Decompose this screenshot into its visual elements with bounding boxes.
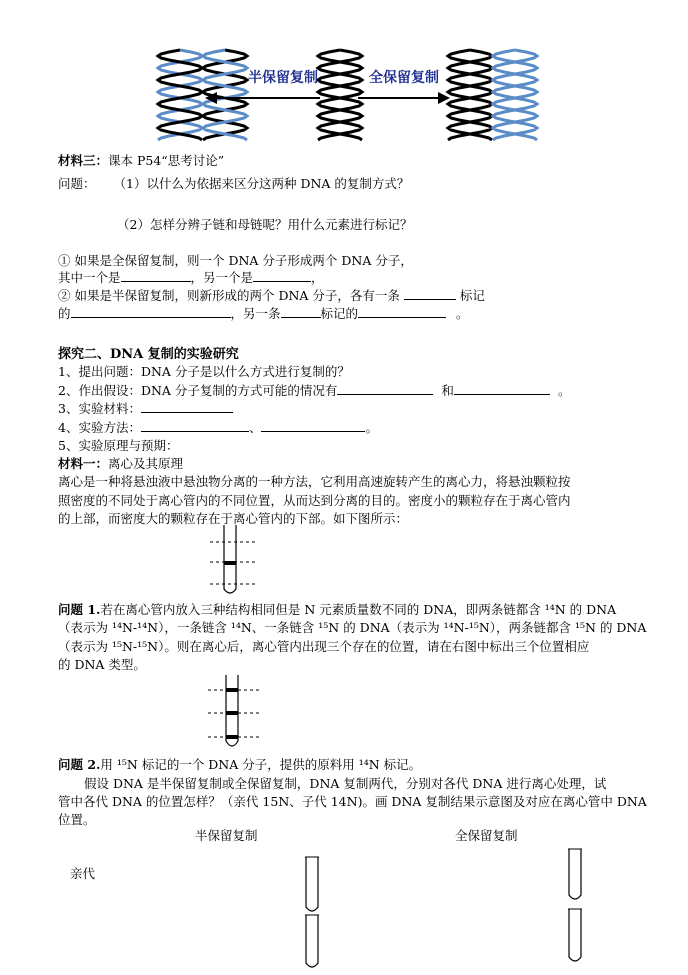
step-1: 1、提出问题：DNA 分子是以什么方式进行复制的？ (58, 364, 350, 379)
centrifuge-para-2: 照密度的不同处于离心管内的不同位置，从而达到分离的目的。密度小的颗粒存在于离心管内 (58, 493, 571, 508)
blank-semi-3[interactable] (281, 305, 321, 318)
blank-method-1[interactable] (141, 419, 249, 432)
question-label: 问题： (58, 176, 96, 191)
centrifuge-tube-figure-2 (0, 675, 688, 755)
q2-line-3: 管中各代 DNA 的位置怎样？（亲代 15N、子代 14N)。画 DNA 复制结果示意图及对应在离心管中 DNA (58, 794, 647, 809)
step-3: 3、实验材料： (58, 399, 233, 417)
material3-q1-line (58, 174, 409, 192)
step-5: 5、实验原理与预期： (58, 438, 179, 453)
case-2-line-2: 的 ，另一条 标记的 。 (58, 306, 469, 321)
case-1-line-1: ① 如果是全保留复制，则一个 DNA 分子形成两个 DNA 分子， (58, 253, 413, 268)
blank-semi-4[interactable] (358, 305, 446, 318)
tube-full-gen1 (569, 909, 581, 961)
blank-hypothesis-2[interactable] (454, 382, 550, 395)
q1-line-4: 的 DNA 类型。 (58, 657, 146, 672)
band-middle (226, 711, 238, 715)
answer-tubes (0, 845, 688, 975)
question-1: （1）以什么为依据来区分这两种 DNA 的复制方式？ (113, 176, 410, 191)
blank-semi-1[interactable] (404, 287, 456, 300)
centrifuge-para-3: 的上部，而密度大的颗粒存在于离心管内的下部。如下图所示： (58, 511, 409, 526)
band-bottom (226, 735, 238, 739)
conservative-label: 全保留复制 (369, 70, 439, 86)
tube-semi-parent (306, 857, 318, 911)
row-parent-label: 亲代 (70, 866, 96, 881)
q2-line-2: 假设 DNA 是半保留复制或全保留复制，DNA 复制两代，分别对各代 DNA 进行离心处理，试 (84, 776, 607, 791)
q1-line-3: （表示为 ¹⁵N-¹⁵N）。则在离心后，离心管内出现三个存在的位置，请在右图中标出三个位置相应 (58, 639, 590, 654)
q1-line-2: （表示为 ¹⁴N-¹⁴N），一条链含 ¹⁴N、一条链含 ¹⁵N 的 DNA（表示为 ¹⁴N-¹⁵N），两条链都含 ¹⁵N 的 DNA (58, 620, 647, 635)
tube-semi-gen1 (306, 915, 318, 967)
material3-text: 课本 P54“思考讨论” (108, 153, 225, 168)
helix-semi-daughter-2 (203, 50, 247, 140)
semi-conservative-label: 半保留复制 (248, 70, 318, 86)
dna-replication-figure (0, 0, 688, 150)
step-4: 4、实验方法： 、 。 (58, 420, 378, 435)
blank-semi-2[interactable] (71, 305, 231, 318)
material1-heading: 材料一：离心及其原理 (58, 456, 184, 471)
material3-heading (58, 151, 224, 169)
case-2-line-1: ② 如果是半保留复制，则新形成的两个 DNA 分子，各有一条 标记 (58, 288, 485, 303)
question-2: （2）怎样分辨子链和母链呢？用什么元素进行标记？ (117, 217, 413, 232)
band-top (226, 688, 238, 692)
blank-material[interactable] (141, 400, 233, 413)
band-1 (224, 561, 236, 565)
blank-full-1[interactable] (121, 269, 191, 282)
centrifuge-tube-1 (224, 525, 236, 593)
column-conservative: 全保留复制 (455, 828, 518, 843)
helix-semi-daughter-1 (158, 50, 202, 140)
q2-line-4: 位置。 (58, 812, 96, 827)
helix-full-daughter-1 (448, 50, 492, 140)
blank-method-2[interactable] (261, 419, 365, 432)
blank-hypothesis-1[interactable] (337, 382, 433, 395)
case-1-line-2: 其中一个是 ，另一个是 ， (58, 270, 324, 285)
step-2: 2、作出假设：DNA 分子复制的方式可能的情况有 和 。 (58, 383, 571, 398)
helix-parent (318, 50, 362, 140)
material3-label: 材料三： (58, 153, 109, 168)
column-semi-conservative: 半保留复制 (195, 828, 258, 843)
q2-line-1: 问题 2.用 ¹⁵N 标记的一个 DNA 分子，提供的原料用 ¹⁴N 标记。 (58, 757, 422, 772)
explore2-title: 探究二、DNA 复制的实验研究 (58, 347, 239, 362)
tube-full-parent (569, 849, 581, 899)
q1-line-1: 问题 1.若在离心管内放入三种结构相同但是 N 元素质量数不同的 DNA，即两条链都含 ¹⁴N 的 DNA (58, 602, 617, 617)
helix-full-daughter-2 (493, 50, 537, 140)
blank-full-2[interactable] (253, 269, 311, 282)
centrifuge-para-1: 离心是一种将悬浊液中悬浊物分离的一种方法，它利用高速旋转产生的离心力，将悬浊颗粒按 (58, 474, 571, 489)
